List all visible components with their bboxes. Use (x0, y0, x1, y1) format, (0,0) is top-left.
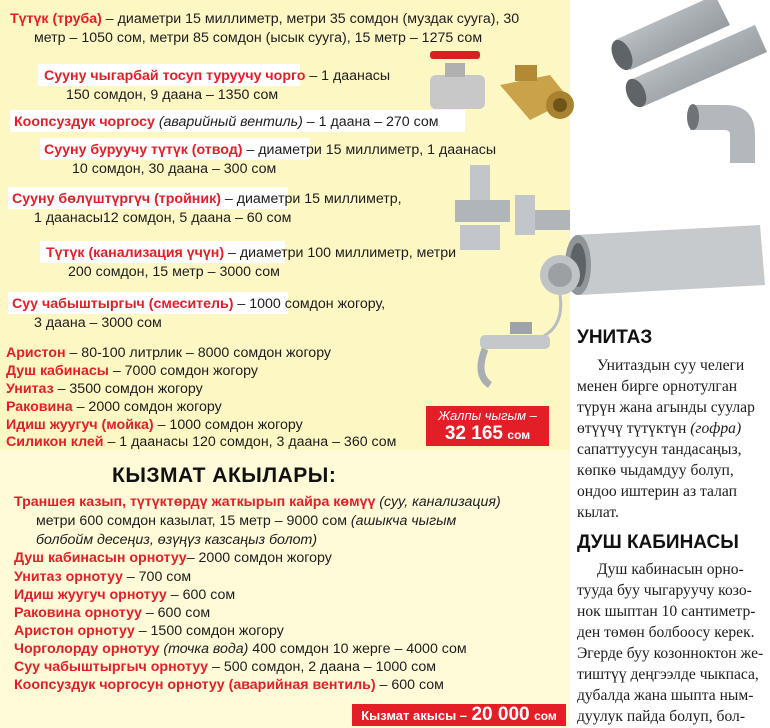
service-trench-cont: метри 600 сомдон казылат, 15 метр – 9000 сом (ашыкча чыгым (36, 513, 457, 529)
unitaz-line: өтүүчү түтүктүн (гофра) (577, 420, 742, 437)
service-total-value: 20 000 (471, 704, 530, 725)
elbow-illustration (685, 95, 765, 165)
unitaz-line: Унитаздын суу челеги (597, 357, 745, 374)
total-label: Жалпы чыгым – (438, 408, 537, 423)
valves-illustration (420, 45, 590, 135)
dush-line: дуулук пайда болуп, бол- (577, 708, 746, 725)
service-trench-cont2: болбойм десеңиз, өзүңүз казсаңыз болот) (36, 532, 318, 548)
item-stop-valve-cont: 150 сомдон, 9 даана – 1350 сом (66, 87, 279, 103)
dush-line: Эгерде буу козонноктон же- (577, 645, 764, 662)
service-ariston-install: Аристон орнотуу – 1500 сомдон жогору (14, 623, 284, 639)
item-pipe: Түтүк (труба) – диаметри 15 миллиметр, метри 35 сомдон (муздак сууга), 30 (10, 11, 520, 27)
item-sewer-pipe-cont: 200 сомдон, 15 метр – 3000 сом (68, 264, 280, 280)
unitaz-title: УНИТАЗ (577, 327, 653, 348)
item-sink: Раковина – 2000 сомдон жогору (6, 399, 222, 415)
service-mixer-install: Суу чабыштыргыч орнотуу – 500 сомдон, 2 даана – 1000 сом (14, 659, 437, 675)
item-elbow-cont: 10 сомдон, 30 даана – 300 сом (72, 161, 277, 177)
service-toilet-install: Унитаз орнотуу – 700 сом (14, 569, 192, 585)
tee-illustration (440, 160, 580, 255)
dush-line: дубалда жана шыпта ным- (577, 687, 754, 704)
service-total-unit: сом (534, 709, 557, 723)
service-faucets-install: Чорголорду орнотуу (точка вода) 400 сомдон 10 жерге – 4000 сом (14, 641, 467, 657)
unitaz-line: менен бирге орнотулган (577, 378, 738, 395)
dush-line: тууда буу чыгаруучу козо- (577, 582, 752, 599)
service-total-label: Кызмат акысы – (361, 708, 468, 723)
pipes-illustration (595, 0, 770, 95)
item-mixer-cont: 3 даана – 3000 сом (34, 315, 162, 331)
unitaz-line: түрүн жана агынды суулар (577, 399, 755, 416)
unitaz-line: кылат. (577, 504, 619, 521)
item-elbow: Сууну буруучу түтүк (отвод) – диаметри 15 миллиметр, 1 даанасы (44, 142, 497, 158)
item-kitchen-sink: Идиш жуугуч (мойка) – 1000 сомдон жогору (6, 417, 303, 433)
total-value: 32 165 (444, 423, 503, 444)
item-tee-cont: 1 даанасы12 сомдон, 5 даана – 60 сом (34, 210, 292, 226)
dush-line: Душ кабинасын орно- (597, 561, 744, 578)
total-unit: сом (507, 428, 531, 442)
item-shower-cabin: Душ кабинасы – 7000 сомдон жогору (6, 363, 258, 379)
unitaz-line: ондоо иштерин аз талап (577, 483, 737, 500)
item-tee: Сууну бөлүштүргүч (тройник) – диаметри 15 миллиметр, (12, 191, 402, 207)
mixer-illustration (465, 250, 595, 390)
service-shower-install: Душ кабинасын орнотуу– 2000 сомдон жогору (14, 550, 332, 566)
item-mixer: Суу чабыштыргыч (смеситель) – 1000 сомдон жогору, (12, 296, 386, 312)
dush-line: тиштүү деңгээлде чыкпаса, (577, 666, 759, 683)
unitaz-line: көпкө чыдамдуу болуп, (577, 462, 734, 479)
service-sink-install: Раковина орнотуу – 600 сом (14, 605, 211, 621)
item-sewer-pipe: Түтүк (канализация үчүн) – диаметри 100 миллиметр, метри (46, 245, 457, 261)
service-trench: Траншея казып, түтүктөрдү жаткырып кайра көмүү (суу, канализация) (14, 494, 501, 510)
service-safety-valve-install: Коопсуздук чоргосун орнотуу (аварийная вентиль) – 600 сом (14, 677, 444, 693)
dush-title: ДУШ КАБИНАСЫ (577, 532, 739, 553)
unitaz-line: сапаттуусун тандасаңыз, (577, 441, 742, 458)
service-total-badge (352, 704, 566, 726)
item-stop-valve: Сууну чыгарбай тосуп туруучу чорго – 1 даанасы (44, 68, 391, 84)
item-safety-valve: Коопсуздук чоргосу (аварийный вентиль) – 1 даана – 270 сом (14, 114, 439, 130)
service-kitchen-sink-install: Идиш жуугуч орнотуу – 600 сом (14, 587, 236, 603)
total-badge (426, 406, 549, 446)
item-silicone: Силикон клей – 1 даанасы 120 сомдон, 3 даана – 360 сом (6, 434, 397, 450)
dush-line: нок шыптан 10 сантиметр- (577, 603, 756, 620)
total-amount (426, 424, 549, 445)
services-title: КЫЗМАТ АКЫЛАРЫ: (112, 464, 337, 487)
dush-line: ден төмөн болбоосу керек. (577, 624, 755, 641)
item-ariston: Аристон – 80-100 литрлик – 8000 сомдон жогору (6, 345, 332, 361)
item-toilet: Унитаз – 3500 сомдон жогору (6, 381, 203, 397)
item-pipe-cont: метр – 1050 сом, метри 85 сомдон (ысык сууга), 15 метр – 1275 сом (34, 30, 483, 46)
